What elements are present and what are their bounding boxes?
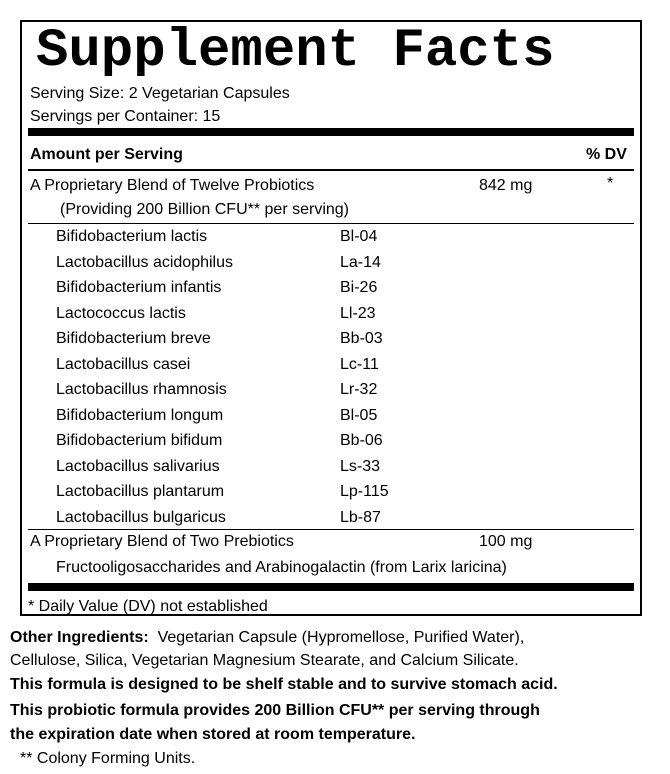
supplement-facts-panel — [20, 20, 642, 616]
strain-name: Bifidobacterium infantis — [56, 279, 222, 296]
strain-name: Lactobacillus salivarius — [56, 458, 220, 475]
dv-header: % DV — [586, 146, 627, 163]
other-ingredients-line1 — [10, 628, 524, 647]
dv-footnote: * Daily Value (DV) not established — [28, 598, 268, 615]
thick-rule-top — [28, 128, 634, 136]
strain-name: Lactobacillus casei — [56, 356, 191, 373]
strain-code: Bl-05 — [340, 407, 378, 424]
strain-name: Lactobacillus acidophilus — [56, 254, 233, 271]
amount-per-serving-header: Amount per Serving — [30, 146, 183, 163]
blend1-dv: * — [607, 175, 614, 192]
strain-code: Ll-23 — [340, 305, 376, 322]
strain-name: Bifidobacterium lactis — [56, 228, 208, 245]
blend1-note: (Providing 200 Billion CFU** per serving) — [60, 201, 350, 218]
serving-size: Serving Size: 2 Vegetarian Capsules — [30, 85, 290, 102]
strain-code: Bb-06 — [340, 432, 383, 449]
cfu-statement-line2: the expiration date when stored at room temperature. — [10, 726, 416, 743]
strain-code: Bl-04 — [340, 228, 378, 245]
other-ingredients-line2: Cellulose, Silica, Vegetarian Magnesium Stearate, and Calcium Silicate. — [10, 652, 519, 669]
cfu-statement-line1: This probiotic formula provides 200 Billion CFU** per serving through — [10, 702, 540, 719]
strain-name: Bifidobacterium bifidum — [56, 432, 223, 449]
shelf-stable-statement: This formula is designed to be shelf stable and to survive stomach acid. — [10, 676, 558, 693]
strain-code: Lr-32 — [340, 381, 378, 398]
other-ingredients-text1: Vegetarian Capsule (Hypromellose, Purified Water), — [148, 629, 525, 646]
blend1-rule — [28, 223, 634, 224]
strain-name: Lactobacillus bulgaricus — [56, 509, 226, 526]
thick-rule-bottom — [28, 583, 634, 591]
strain-code: Ls-33 — [340, 458, 381, 475]
blend2-amount: 100 mg — [479, 533, 533, 550]
strain-name: Bifidobacterium breve — [56, 330, 211, 347]
strain-name: Bifidobacterium longum — [56, 407, 224, 424]
strain-name: Lactobacillus rhamnosis — [56, 381, 227, 398]
panel-title: Supplement Facts — [36, 21, 555, 82]
other-ingredients-label: Other Ingredients: — [10, 629, 149, 646]
blend2-name: A Proprietary Blend of Two Prebiotics — [30, 533, 294, 550]
strain-code: Lp-115 — [340, 483, 389, 500]
strain-code: Lc-11 — [340, 356, 379, 373]
strain-code: La-14 — [340, 254, 381, 271]
strain-rule — [28, 529, 634, 530]
blend1-amount: 842 mg — [479, 177, 533, 194]
strain-code: Bi-26 — [340, 279, 378, 296]
blend1-name: A Proprietary Blend of Twelve Probiotics — [30, 177, 315, 194]
strain-code: Bb-03 — [340, 330, 383, 347]
strain-name: Lactococcus lactis — [56, 305, 186, 322]
blend2-detail: Fructooligosaccharides and Arabinogalactin (from Larix laricina) — [56, 559, 507, 576]
servings-per-container: Servings per Container: 15 — [30, 108, 221, 125]
strain-name: Lactobacillus plantarum — [56, 483, 225, 500]
cfu-footnote: ** Colony Forming Units. — [20, 750, 196, 767]
header-rule — [28, 169, 634, 171]
strain-code: Lb-87 — [340, 509, 381, 526]
